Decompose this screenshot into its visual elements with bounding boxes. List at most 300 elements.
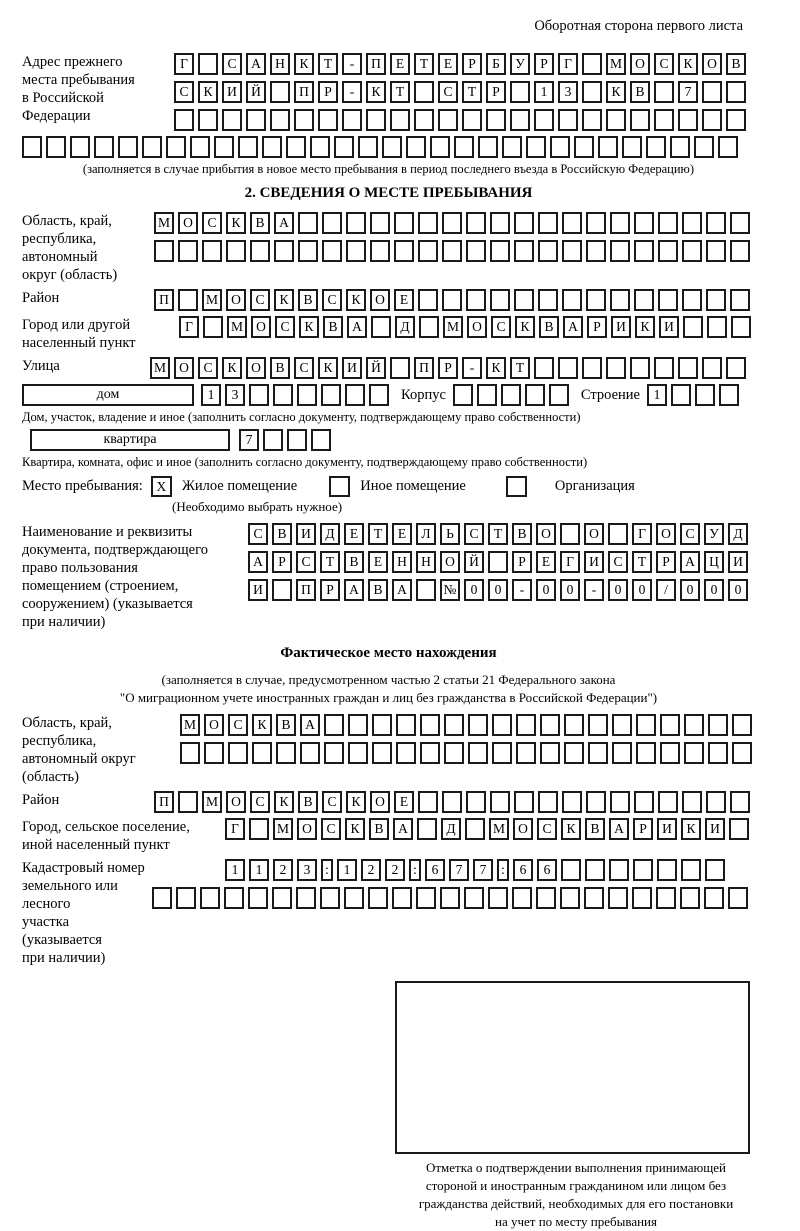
char-cell: 1 bbox=[647, 384, 667, 406]
char-cell bbox=[656, 887, 676, 909]
char-cell bbox=[372, 714, 392, 736]
char-cell: - bbox=[584, 579, 604, 601]
checkbox-organizatsiya bbox=[506, 476, 527, 497]
char-cell bbox=[334, 136, 354, 158]
char-cell bbox=[564, 742, 584, 764]
char-cell bbox=[586, 240, 606, 262]
char-cell: С bbox=[222, 53, 242, 75]
char-cell bbox=[418, 240, 438, 262]
stay-type-row bbox=[22, 476, 755, 497]
char-cell: С bbox=[680, 523, 700, 545]
char-cell: О bbox=[536, 523, 556, 545]
char-cell: А bbox=[248, 551, 268, 573]
char-cell bbox=[414, 81, 434, 103]
char-cell: О bbox=[467, 316, 487, 338]
char-cell bbox=[238, 136, 258, 158]
char-cell bbox=[708, 742, 728, 764]
section2-title: 2. СВЕДЕНИЯ О МЕСТЕ ПРЕБЫВАНИЯ bbox=[244, 185, 533, 201]
char-cell: С bbox=[250, 791, 270, 813]
char-cell bbox=[490, 791, 510, 813]
char-cell: Р bbox=[320, 579, 340, 601]
char-cell: 0 bbox=[608, 579, 628, 601]
district3-label: Район bbox=[22, 792, 60, 808]
char-cell bbox=[180, 742, 200, 764]
char-cell: М bbox=[606, 53, 626, 75]
document-row-2 bbox=[248, 551, 748, 573]
char-cell bbox=[203, 316, 223, 338]
region-row-2 bbox=[154, 240, 750, 262]
apartment-field-label: квартира bbox=[30, 429, 230, 451]
char-cell: С bbox=[491, 316, 511, 338]
char-cell bbox=[486, 109, 506, 131]
char-cell bbox=[582, 109, 602, 131]
char-cell bbox=[706, 212, 726, 234]
char-cell: 7 bbox=[473, 859, 493, 881]
char-cell bbox=[370, 240, 390, 262]
char-cell bbox=[263, 429, 283, 451]
char-cell bbox=[321, 384, 341, 406]
char-cell bbox=[612, 742, 632, 764]
char-cell bbox=[608, 523, 628, 545]
document-label: Наименование и реквизиты документа, подтверждающего право пользования помещением (строением, сооружением) (указывается при наличии) bbox=[22, 524, 208, 630]
char-cell bbox=[298, 240, 318, 262]
char-cell bbox=[371, 316, 391, 338]
char-cell: В bbox=[276, 714, 296, 736]
char-cell bbox=[478, 136, 498, 158]
char-cell: К bbox=[345, 818, 365, 840]
char-cell: О bbox=[370, 289, 390, 311]
char-cell bbox=[468, 742, 488, 764]
char-cell: Т bbox=[368, 523, 388, 545]
char-cell bbox=[318, 109, 338, 131]
char-cell: А bbox=[609, 818, 629, 840]
region-group bbox=[22, 212, 755, 284]
char-cell bbox=[514, 212, 534, 234]
page-side-note: Оборотная сторона первого листа bbox=[534, 18, 743, 34]
char-cell bbox=[418, 791, 438, 813]
char-cell: 7 bbox=[449, 859, 469, 881]
char-cell: И bbox=[659, 316, 679, 338]
char-cell: О bbox=[251, 316, 271, 338]
char-cell bbox=[294, 109, 314, 131]
char-cell: Р bbox=[656, 551, 676, 573]
char-cell bbox=[70, 136, 90, 158]
house-number-cells bbox=[201, 384, 389, 406]
char-cell bbox=[465, 818, 485, 840]
char-cell bbox=[22, 136, 42, 158]
char-cell bbox=[560, 523, 580, 545]
char-cell: С bbox=[322, 791, 342, 813]
char-cell bbox=[390, 357, 410, 379]
char-cell bbox=[574, 136, 594, 158]
confirmation-stamp-box bbox=[395, 981, 750, 1154]
char-cell: Е bbox=[394, 289, 414, 311]
city-row bbox=[179, 316, 751, 352]
char-cell: 0 bbox=[488, 579, 508, 601]
char-cell bbox=[344, 887, 364, 909]
char-cell bbox=[394, 212, 414, 234]
char-cell: Н bbox=[270, 53, 290, 75]
city3-row bbox=[225, 818, 749, 854]
char-cell bbox=[586, 791, 606, 813]
region3-label: Область, край, республика, автономный округ (область) bbox=[22, 715, 136, 785]
stroenie-cells bbox=[647, 384, 739, 406]
char-cell: Т bbox=[632, 551, 652, 573]
char-cell bbox=[200, 887, 220, 909]
char-cell: О bbox=[370, 791, 390, 813]
char-cell bbox=[562, 240, 582, 262]
char-cell: С bbox=[228, 714, 248, 736]
char-cell: О bbox=[440, 551, 460, 573]
char-cell bbox=[369, 384, 389, 406]
char-cell: Р bbox=[272, 551, 292, 573]
checkbox-inoe bbox=[329, 476, 350, 497]
char-cell: В bbox=[272, 523, 292, 545]
char-cell bbox=[492, 714, 512, 736]
char-cell bbox=[562, 791, 582, 813]
document-row-1 bbox=[248, 523, 748, 545]
char-cell bbox=[538, 240, 558, 262]
district3-group bbox=[22, 791, 755, 813]
region3-group bbox=[22, 714, 755, 786]
char-cell: П bbox=[294, 81, 314, 103]
apartment-row bbox=[22, 429, 755, 451]
cadastral-label: Кадастровый номер земельного или лесного участка (указывается при наличии) bbox=[22, 860, 145, 966]
char-cell bbox=[630, 357, 650, 379]
region3-row-2 bbox=[180, 742, 752, 764]
char-cell: Г bbox=[225, 818, 245, 840]
char-cell: С bbox=[654, 53, 674, 75]
apartment-cells bbox=[239, 429, 331, 451]
char-cell: О bbox=[513, 818, 533, 840]
char-cell bbox=[726, 109, 746, 131]
char-cell bbox=[420, 742, 440, 764]
char-cell bbox=[272, 887, 292, 909]
char-cell bbox=[442, 240, 462, 262]
char-cell: Р bbox=[462, 53, 482, 75]
char-cell bbox=[684, 742, 704, 764]
char-cell: М bbox=[227, 316, 247, 338]
cadastral-row-2 bbox=[152, 887, 748, 909]
actual-location-caption-2: "О миграционном учете иностранных граждан и лиц без гражданства в Российской Федерации") bbox=[119, 690, 658, 705]
char-cell bbox=[582, 53, 602, 75]
char-cell bbox=[658, 791, 678, 813]
char-cell bbox=[276, 742, 296, 764]
char-cell bbox=[466, 289, 486, 311]
stamp-note: Отметка о подтверждении выполнения принимающей стороной и иностранным гражданином или лицом без гражданства действий, необходимых для его постановки на учет по месту пребывания bbox=[418, 1160, 734, 1229]
char-cell: К bbox=[274, 791, 294, 813]
char-cell: С bbox=[464, 523, 484, 545]
char-cell bbox=[726, 81, 746, 103]
char-cell bbox=[222, 109, 242, 131]
char-cell bbox=[683, 316, 703, 338]
char-cell bbox=[514, 791, 534, 813]
stay-type-label: Место пребывания: bbox=[22, 478, 143, 494]
char-cell bbox=[214, 136, 234, 158]
char-cell bbox=[702, 109, 722, 131]
char-cell bbox=[298, 212, 318, 234]
document-group bbox=[22, 523, 755, 631]
char-cell: Е bbox=[390, 53, 410, 75]
char-cell: Р bbox=[587, 316, 607, 338]
char-cell: Т bbox=[488, 523, 508, 545]
option-inoe-label: Иное помещение bbox=[360, 478, 466, 494]
char-cell: С bbox=[198, 357, 218, 379]
char-cell: 0 bbox=[560, 579, 580, 601]
char-cell: Г bbox=[560, 551, 580, 573]
stamp-area bbox=[22, 981, 755, 1231]
char-cell: 0 bbox=[728, 579, 748, 601]
char-cell bbox=[198, 109, 218, 131]
char-cell: И bbox=[222, 81, 242, 103]
char-cell: В bbox=[512, 523, 532, 545]
char-cell: К bbox=[678, 53, 698, 75]
char-cell bbox=[152, 887, 172, 909]
char-cell bbox=[348, 742, 368, 764]
char-cell: К bbox=[561, 818, 581, 840]
char-cell: К bbox=[681, 818, 701, 840]
char-cell bbox=[598, 136, 618, 158]
char-cell: 0 bbox=[680, 579, 700, 601]
char-cell bbox=[633, 859, 653, 881]
char-cell bbox=[657, 859, 677, 881]
char-cell: А bbox=[392, 579, 412, 601]
char-cell: С bbox=[322, 289, 342, 311]
char-cell: 0 bbox=[464, 579, 484, 601]
char-cell bbox=[510, 109, 530, 131]
char-cell bbox=[636, 742, 656, 764]
char-cell bbox=[526, 136, 546, 158]
char-cell bbox=[166, 136, 186, 158]
city3-label: Город, сельское поселение, иной населенный пункт bbox=[22, 819, 190, 853]
actual-location-title: Фактическое место нахождения bbox=[280, 645, 497, 661]
char-cell: М bbox=[202, 289, 222, 311]
char-cell bbox=[488, 887, 508, 909]
char-cell: Ь bbox=[440, 523, 460, 545]
char-cell bbox=[490, 240, 510, 262]
char-cell: Е bbox=[438, 53, 458, 75]
char-cell bbox=[706, 791, 726, 813]
district-row bbox=[154, 289, 750, 311]
char-cell bbox=[462, 109, 482, 131]
char-cell bbox=[346, 240, 366, 262]
char-cell: Д bbox=[395, 316, 415, 338]
char-cell: К bbox=[274, 289, 294, 311]
char-cell: К bbox=[346, 289, 366, 311]
char-cell bbox=[588, 714, 608, 736]
char-cell bbox=[453, 384, 473, 406]
char-cell bbox=[550, 136, 570, 158]
apartment-caption: Квартира, комната, офис и иное (заполнить согласно документу, подтверждающему право собственности) bbox=[22, 455, 588, 469]
char-cell: Е bbox=[392, 523, 412, 545]
char-cell: С bbox=[248, 523, 268, 545]
char-cell bbox=[731, 316, 751, 338]
char-cell: 6 bbox=[425, 859, 445, 881]
char-cell bbox=[586, 212, 606, 234]
char-cell bbox=[671, 384, 691, 406]
char-cell bbox=[634, 212, 654, 234]
char-cell bbox=[249, 818, 269, 840]
char-cell bbox=[178, 791, 198, 813]
char-cell bbox=[560, 887, 580, 909]
street-group bbox=[22, 357, 755, 379]
char-cell: В bbox=[250, 212, 270, 234]
char-cell: 0 bbox=[632, 579, 652, 601]
char-cell: Т bbox=[414, 53, 434, 75]
char-cell: С bbox=[438, 81, 458, 103]
char-cell: А bbox=[344, 579, 364, 601]
char-cell: Т bbox=[510, 357, 530, 379]
char-cell bbox=[654, 109, 674, 131]
char-cell bbox=[396, 742, 416, 764]
char-cell: К bbox=[486, 357, 506, 379]
char-cell: К bbox=[346, 791, 366, 813]
char-cell bbox=[252, 742, 272, 764]
char-cell: 2 bbox=[273, 859, 293, 881]
char-cell bbox=[634, 289, 654, 311]
char-cell bbox=[178, 289, 198, 311]
char-cell bbox=[322, 240, 342, 262]
prev-address-row-2 bbox=[174, 81, 746, 103]
char-cell: 2 bbox=[385, 859, 405, 881]
prev-address-row-3 bbox=[174, 109, 746, 131]
char-cell: 1 bbox=[225, 859, 245, 881]
char-cell bbox=[510, 81, 530, 103]
char-cell: В bbox=[539, 316, 559, 338]
char-cell bbox=[310, 136, 330, 158]
char-cell: О bbox=[178, 212, 198, 234]
char-cell bbox=[730, 212, 750, 234]
char-cell bbox=[174, 109, 194, 131]
char-cell bbox=[730, 240, 750, 262]
char-cell: В bbox=[368, 579, 388, 601]
char-cell bbox=[706, 240, 726, 262]
char-cell bbox=[270, 81, 290, 103]
house-row bbox=[22, 384, 755, 406]
char-cell: 3 bbox=[225, 384, 245, 406]
char-cell: К bbox=[606, 81, 626, 103]
char-cell: 1 bbox=[249, 859, 269, 881]
char-cell bbox=[442, 289, 462, 311]
char-cell bbox=[502, 136, 522, 158]
char-cell bbox=[414, 109, 434, 131]
char-cell bbox=[372, 742, 392, 764]
char-cell: Р bbox=[512, 551, 532, 573]
char-cell bbox=[46, 136, 66, 158]
char-cell: К bbox=[198, 81, 218, 103]
char-cell bbox=[694, 136, 714, 158]
char-cell: И bbox=[728, 551, 748, 573]
char-cell: - bbox=[342, 81, 362, 103]
char-cell bbox=[514, 240, 534, 262]
char-cell bbox=[416, 887, 436, 909]
char-cell bbox=[390, 109, 410, 131]
char-cell: И bbox=[584, 551, 604, 573]
char-cell bbox=[702, 81, 722, 103]
char-cell: 6 bbox=[537, 859, 557, 881]
char-cell: : bbox=[409, 859, 421, 881]
char-cell: Т bbox=[390, 81, 410, 103]
char-cell bbox=[684, 714, 704, 736]
char-cell bbox=[406, 136, 426, 158]
char-cell: Й bbox=[464, 551, 484, 573]
prev-address-label: Адрес прежнего места пребывания в Российской Федерации bbox=[22, 54, 135, 124]
char-cell bbox=[358, 136, 378, 158]
char-cell bbox=[466, 240, 486, 262]
char-cell bbox=[419, 316, 439, 338]
char-cell bbox=[610, 240, 630, 262]
char-cell: Т bbox=[462, 81, 482, 103]
char-cell bbox=[646, 136, 666, 158]
char-cell bbox=[538, 791, 558, 813]
char-cell: С bbox=[250, 289, 270, 311]
char-cell: П bbox=[296, 579, 316, 601]
char-cell bbox=[732, 742, 752, 764]
char-cell bbox=[516, 742, 536, 764]
char-cell bbox=[270, 109, 290, 131]
char-cell: Е bbox=[368, 551, 388, 573]
street-row bbox=[150, 357, 746, 379]
char-cell: В bbox=[585, 818, 605, 840]
char-cell: Г bbox=[174, 53, 194, 75]
char-cell bbox=[708, 714, 728, 736]
char-cell: / bbox=[656, 579, 676, 601]
char-cell bbox=[606, 109, 626, 131]
char-cell: К bbox=[299, 316, 319, 338]
char-cell bbox=[382, 136, 402, 158]
char-cell bbox=[366, 109, 386, 131]
char-cell: Г bbox=[632, 523, 652, 545]
char-cell: : bbox=[321, 859, 333, 881]
char-cell bbox=[654, 357, 674, 379]
char-cell: М bbox=[154, 212, 174, 234]
char-cell: : bbox=[497, 859, 509, 881]
document-row-3 bbox=[248, 579, 748, 601]
char-cell: К bbox=[366, 81, 386, 103]
region-label: Область, край, республика, автономный округ (область) bbox=[22, 213, 118, 283]
char-cell bbox=[228, 742, 248, 764]
char-cell bbox=[705, 859, 725, 881]
char-cell: М bbox=[489, 818, 509, 840]
char-cell bbox=[94, 136, 114, 158]
char-cell bbox=[610, 212, 630, 234]
actual-location-caption-1: (заполняется в случае, предусмотренном частью 2 статьи 21 Федерального закона bbox=[161, 672, 616, 687]
char-cell bbox=[681, 859, 701, 881]
cadastral-group bbox=[22, 859, 755, 967]
char-cell: Й bbox=[246, 81, 266, 103]
char-cell bbox=[630, 109, 650, 131]
char-cell: К bbox=[318, 357, 338, 379]
char-cell: Р bbox=[318, 81, 338, 103]
char-cell: К bbox=[515, 316, 535, 338]
char-cell: В bbox=[298, 791, 318, 813]
char-cell bbox=[346, 212, 366, 234]
district-label: Район bbox=[22, 290, 60, 306]
char-cell bbox=[634, 240, 654, 262]
char-cell bbox=[154, 240, 174, 262]
char-cell bbox=[534, 109, 554, 131]
char-cell: П bbox=[154, 791, 174, 813]
char-cell bbox=[490, 212, 510, 234]
char-cell bbox=[202, 240, 222, 262]
char-cell: П bbox=[414, 357, 434, 379]
char-cell: Й bbox=[366, 357, 386, 379]
stroenie-label: Строение bbox=[580, 386, 640, 403]
char-cell bbox=[178, 240, 198, 262]
char-cell bbox=[342, 109, 362, 131]
char-cell: Д bbox=[728, 523, 748, 545]
char-cell: К bbox=[222, 357, 242, 379]
